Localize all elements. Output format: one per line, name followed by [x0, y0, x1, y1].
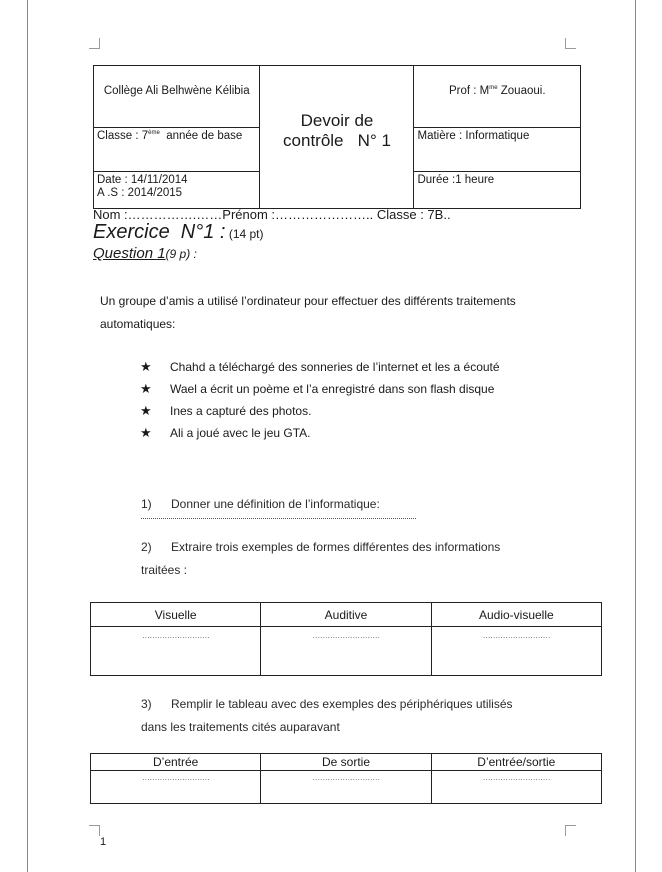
page-number: 1 — [100, 836, 107, 848]
question-number: 1) — [141, 497, 152, 511]
answer-cell[interactable]: ……………………… — [91, 627, 261, 676]
list-item-text: Ali a joué avec le jeu GTA. — [170, 426, 311, 440]
scenario-list — [140, 356, 500, 444]
column-header-sortie: De sortie — [261, 754, 431, 771]
question1-title: Question 1 — [93, 245, 166, 262]
question-1-2 — [141, 540, 500, 554]
question-text: Donner une définition de l’informatique: — [171, 497, 380, 511]
information-forms-table — [90, 602, 602, 676]
column-header-audio-visuelle: Audio-visuelle — [431, 603, 601, 627]
question-text: Remplir le tableau avec des exemples des périphériques utilisés — [171, 697, 513, 711]
exercise-title: Exercice N°1 : — [93, 221, 226, 243]
exercise-points: (14 pt) — [225, 227, 264, 241]
question-1-2-cont: traitées : — [141, 563, 188, 577]
list-item-text: Chahd a téléchargé des sonneries de l’internet et les a écouté — [170, 360, 500, 374]
star-bullet-icon: ★ — [140, 425, 152, 440]
peripherals-table — [90, 753, 602, 804]
answer-cell[interactable]: ……………………… — [91, 771, 261, 804]
class-suffix: année de base — [159, 130, 243, 142]
school-name: Collège Ali Belhwène Kélibia — [94, 66, 260, 128]
answer-cell[interactable]: ……………………… — [431, 771, 601, 804]
question-number: 2) — [141, 540, 152, 554]
star-bullet-icon: ★ — [140, 403, 152, 418]
exercise-heading — [93, 221, 264, 244]
answer-cell[interactable]: ……………………… — [431, 627, 601, 676]
question-1-1 — [141, 497, 380, 511]
question1-heading — [93, 245, 197, 262]
column-header-entree: D’entrée — [91, 754, 261, 771]
answer-cell[interactable]: ……………………… — [261, 627, 431, 676]
crop-mark-top-left — [89, 38, 100, 49]
list-item — [140, 378, 500, 400]
teacher-name — [414, 66, 581, 128]
question1-points: (9 p) : — [165, 247, 197, 261]
list-item-text: Ines a capturé des photos. — [170, 404, 312, 418]
list-item — [140, 400, 500, 422]
class-level — [94, 128, 260, 172]
exam-date: Date : 14/11/2014 — [97, 174, 188, 186]
question-1-3-cont: dans les traitements cités auparavant — [141, 720, 340, 734]
answer-cell[interactable]: ……………………… — [261, 771, 431, 804]
list-item — [140, 422, 500, 444]
crop-mark-top-right — [565, 38, 576, 49]
student-info-line: Nom :…………….……Prénom :………………….. Classe : 7B.. — [93, 207, 451, 222]
teacher-prefix: Prof : M — [448, 85, 490, 97]
exam-title-line1: Devoir de — [300, 111, 374, 130]
star-bullet-icon: ★ — [140, 359, 152, 374]
teacher-title-sup: me — [489, 85, 498, 91]
crop-mark-bottom-right — [565, 825, 576, 836]
column-header-visuelle: Visuelle — [91, 603, 261, 627]
table-row — [91, 771, 602, 804]
list-item-text: Wael a écrit un poème et l’a enregistré dans son flash disque — [170, 382, 495, 396]
duration: Durée :1 heure — [414, 172, 581, 209]
question-text: Extraire trois exemples de formes différentes des informations — [171, 540, 501, 554]
class-prefix: Classe : 7 — [97, 130, 149, 142]
list-item — [140, 356, 500, 378]
intro-paragraph: Un groupe d’amis a utilisé l’ordinateur pour effectuer des différents traitements automatiques: — [100, 294, 516, 331]
answer-dotted-line[interactable] — [141, 518, 416, 519]
teacher-surname: Zouaoui. — [497, 85, 546, 97]
question-number: 3) — [141, 697, 152, 711]
class-sup: ème — [148, 130, 160, 136]
column-header-entree-sortie: D’entrée/sortie — [431, 754, 601, 771]
crop-mark-bottom-left — [89, 825, 100, 836]
exam-title — [260, 66, 414, 209]
column-header-auditive: Auditive — [261, 603, 431, 627]
exam-header-table — [93, 65, 581, 209]
school-year: A .S : 2014/2015 — [97, 187, 183, 199]
date-block — [94, 172, 260, 209]
table-row — [91, 627, 602, 676]
star-bullet-icon: ★ — [140, 381, 152, 396]
exam-title-line2: contrôle N° 1 — [283, 131, 391, 150]
question-1-3 — [141, 697, 513, 711]
subject: Matière : Informatique — [414, 128, 581, 172]
